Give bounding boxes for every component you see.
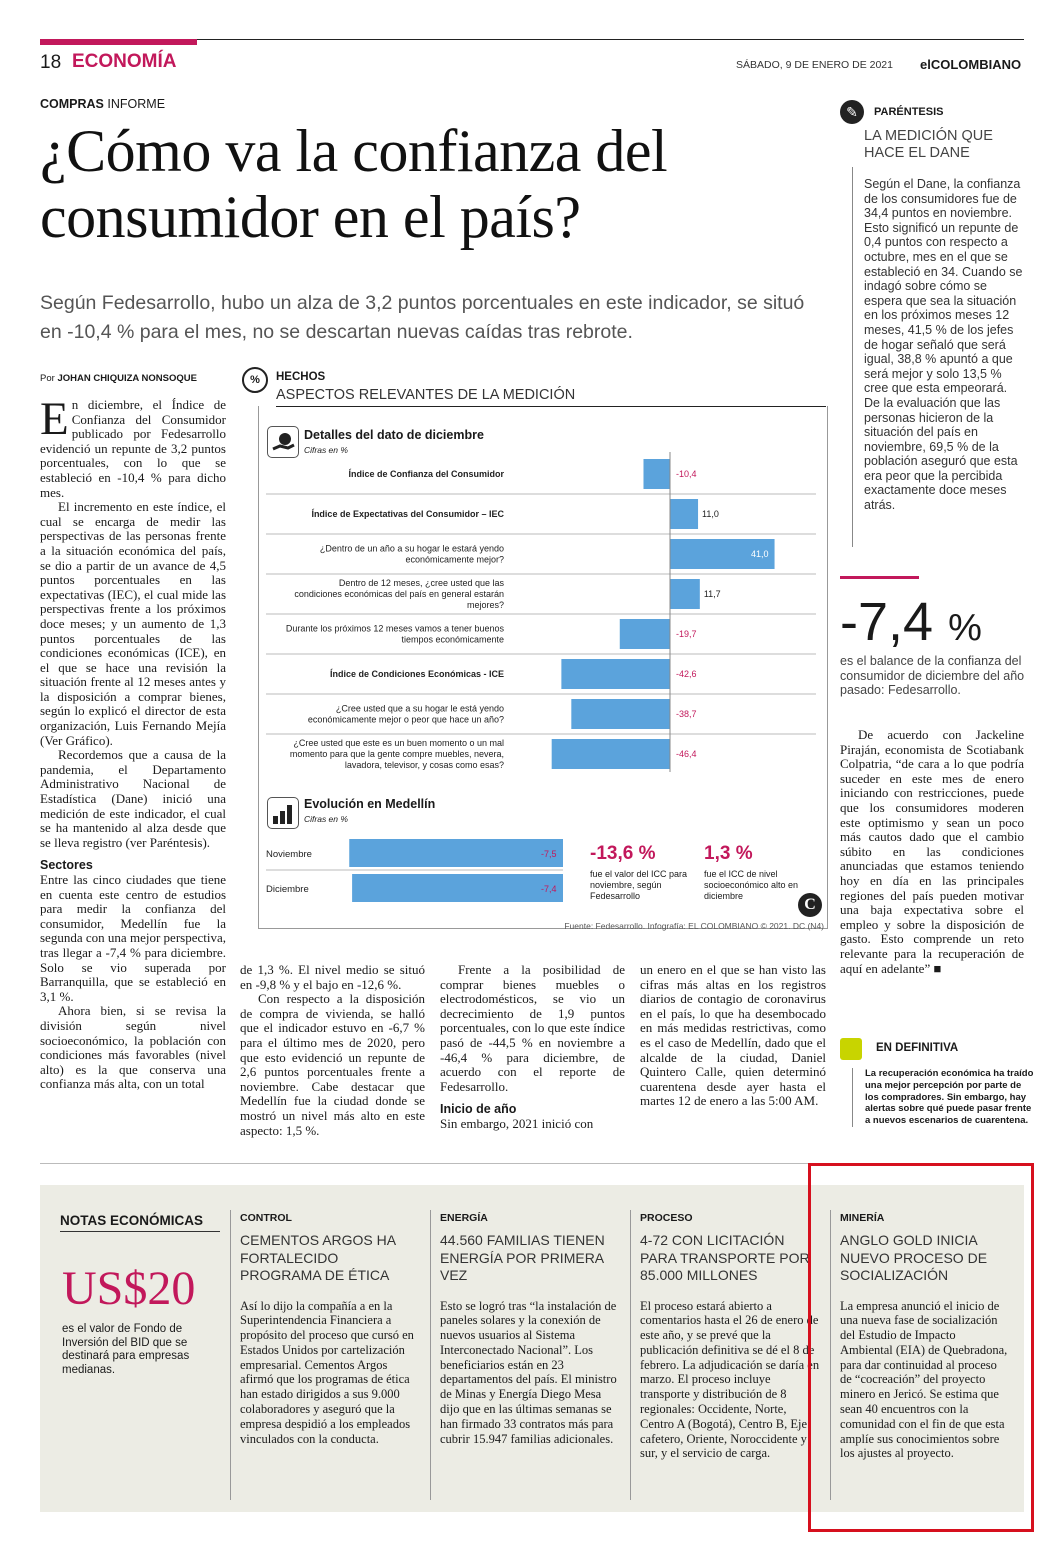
infographic-stat-text: fue el ICC de nivel socioeconómico alto en diciembre — [704, 869, 799, 901]
subhead: Sectores — [40, 858, 93, 873]
stat-rule — [840, 576, 919, 579]
value-label: -42,6 — [676, 669, 697, 679]
category-label: Dentro de 12 meses, ¿cree usted que las condiciones económicas del país en general estarán mejores? — [294, 578, 504, 610]
chart-bar — [670, 499, 698, 529]
column-rule — [630, 1210, 631, 1500]
bar-chart — [258, 450, 826, 910]
nota-text: La empresa anunció el inicio de una nueva fase de socialización del Estudio de Impacto Ambiental (EIA) de Quebradona, para dar continuidad al proceso de “cocreación” del proyecto minero en Jericó. Se estima que sean 40 encuentros con la comunidad con el fin de que esta amplíe sus conocimientos sobre los ajustes al proyecto. — [840, 1298, 1008, 1461]
definitiva-label: EN DEFINITIVA — [876, 1042, 959, 1054]
paragraph: Recordemos que a causa de la pandemia, el Departamento Administrativo Nacional de Estadística (Dane) inició una medición de este indicador, el cual se ha mantenido al alza desde que se lleva registro (ver Paréntesis). — [40, 747, 226, 850]
value-label: -7,4 — [541, 884, 557, 894]
nota-text: Esto se logró tras “la instalación de paneles solares y la conexión de nuevos usuarios al Sistema Interconectado Nacional”. Los beneficiarios están en 23 departamentos del país. El ministro de Minas y Energía Diego Mesa dijo que en las últimas semanas se han firmado 33 contratos más para cubrir 15.947 familias adicionales. — [440, 1298, 617, 1446]
nota-item — [640, 1212, 822, 1461]
article-column-4 — [640, 963, 826, 1109]
section-name[interactable]: ECONOMÍA — [72, 51, 177, 72]
stat-caption: es el balance de la confianza del consumidor de diciembre del año pasado: Fedesarrollo. — [840, 654, 1025, 697]
percent-icon: % — [242, 367, 268, 393]
category-label: ¿Cree usted que este es un buen momento o un mal momento para que la gente compre muebles, nevera, lavadora, televisor, y cosas como esas? — [289, 738, 504, 770]
value-label: -7,5 — [541, 849, 557, 859]
nota-title[interactable]: 4-72 CON LICITACIÓN PARA TRANSPORTE POR 85.000 MILLONES — [640, 1232, 810, 1283]
value-label: 11,0 — [702, 509, 719, 519]
chart1-subtitle: Cifras en % — [304, 445, 348, 455]
pin-icon: ✎ — [840, 100, 864, 124]
chart-bar — [643, 459, 670, 489]
paragraph-text: n diciembre, el Índice de Confianza del Consumidor publicado por Fedesarrollo evidenció un repunte de 3,2 puntos porcentuales, con lo que se estableció en -10,4 % para dicho mes. — [40, 397, 226, 500]
article-column-5 — [840, 728, 1024, 976]
category-label: Índice de Condiciones Económicas - ICE — [329, 669, 504, 679]
value-label: -19,7 — [676, 629, 697, 639]
kicker-rest: INFORME — [107, 97, 166, 111]
paragraph: El incremento en este índice, el cual se encarga de medir las perspectivas de las personas frente a la situación económica del país, se dio a partir de un avance de 4,5 puntos porcentuales en las expectativas (IEC), el cual mide las perspectivas frente a los próximos doce meses; y un aumento de 1,3 puntos porcentuales de las condiciones económicas (ICE), en el que se hace una revisión la situación frente al 12 meses antes y la disposición a comprar bienes, según lo explicó el director de esta organización, Luis Fernando Mejía (Ver Gráfico). — [40, 499, 226, 748]
infographic-title: ASPECTOS RELEVANTES DE LA MEDICIÓN — [276, 387, 576, 403]
chart-bar — [352, 874, 563, 902]
paragraph: Frente a la posibilidad de comprar bienes muebles o electrodomésticos, se vio un decrecimiento de 1,9 puntos porcentuales, con lo que este índice pasó de -44,5 % en noviembre a -46,4 % para diciembre, de acuerdo con el reporte de Fedesarrollo. — [440, 962, 625, 1094]
checker-icon — [840, 1038, 862, 1060]
chart2-title: Evolución en Medellín — [304, 797, 436, 811]
highlight-box — [808, 1163, 1034, 1532]
notas-big-figure: US$20 — [62, 1262, 196, 1315]
chart-bar — [561, 659, 670, 689]
paragraph: Entre las cinco ciudades que tiene en cuenta este centro de estudios para medir la confianza del consumidor, Medellín fue la segunda con una mejor perspectiva, tras llegar a -7,4 % para diciembre. Solo se vio superada por Barranquilla, que se estableció en 3,1 %. — [40, 872, 226, 1004]
parentesis-label: PARÉNTESIS — [874, 106, 944, 118]
nota-section: CONTROL — [240, 1212, 292, 1224]
notas-label: NOTAS ECONÓMICAS — [60, 1213, 204, 1228]
value-label: -10,4 — [676, 469, 697, 479]
chart-bar — [349, 839, 563, 867]
definitiva-box — [852, 1068, 1037, 1127]
drop-cap: E — [40, 393, 69, 445]
nota-section: ENERGÍA — [440, 1212, 488, 1224]
parentesis-rule — [852, 167, 853, 547]
section-tab — [40, 39, 197, 45]
subhead: Inicio de año — [440, 1102, 517, 1117]
notas-big-caption: es el valor de Fondo de Inversión del BID que se destinará para empresas medianas. — [62, 1323, 190, 1376]
notas-underline — [60, 1231, 220, 1232]
paragraph: un enero en el que se han visto las cifras más altas en los registros diarios de contagio de coronavirus en el país, lo que ha desembocado en más medidas restrictivas, como es el caso de Medellín, dado que el alcalde de la ciudad, Daniel Quintero Calle, quien determinó cuarentena desde ayer hasta el martes 12 de enero a las 5:00 AM. — [640, 962, 826, 1109]
value-label: 41,0 — [751, 549, 769, 559]
masthead-logo[interactable]: elCOLOMBIANO — [920, 57, 1022, 72]
infographic-stat-value: 1,3 % — [704, 843, 753, 864]
paragraph: De acuerdo con Jackeline Piraján, economista de Scotiabank Colpatria, “de cara a lo que podría suceder en este mes de enero iniciando con restricciones, puede que los consumidores moderen este optimismo y sean un poco más cautos dado que el cambio súbito en las condiciones anunciadas que estamos teniendo hoy en día en las principales regiones del país pueden motivar una baja expectativa sobre el empleo y sobre la disposición de gasto. Esto comprende un reto relevante para la recuperación de aquí en adelante” ■ — [840, 727, 1024, 976]
infographic-source: Fuente: Fedesarrollo. Infografía: EL COLOMBIANO © 2021. DC (N4) — [564, 921, 824, 931]
kicker-bold: COMPRAS — [40, 97, 104, 111]
nota-section: MINERÍA — [840, 1212, 885, 1224]
nota-item — [440, 1212, 622, 1446]
definitiva-text: La recuperación económica ha traído una mejor percepción por parte de los compradores. Sin embargo, hay alertas sobre qué puede pasar frente a nuevos escenarios de cuarentena. — [865, 1068, 1034, 1127]
article-column-3 — [440, 963, 625, 1132]
infographic-label: HECHOS — [276, 371, 326, 383]
category-label: ¿Dentro de un año a su hogar le estará yendo económicamente mejor? — [319, 543, 504, 565]
article-column-1 — [40, 393, 226, 1092]
paragraph: Con respecto a la disposición de compra de vivienda, se halló que el indicador estuvo en -6,7 % para el último mes de 2020, pero que esto evidenció un repunte de 2,6 puntos porcentuales frente a noviembre. Cabe destacar que Medellín fue la ciudad donde se mostró un nivel más alto en este aspecto: 1,5 %. — [240, 991, 425, 1138]
category-label: Diciembre — [266, 884, 309, 895]
category-label: Índice de Confianza del Consumidor — [348, 469, 504, 479]
nota-title[interactable]: ANGLO GOLD INICIA NUEVO PROCESO DE SOCIALIZACIÓN — [840, 1232, 988, 1283]
infographic-stat-text: fue el valor del ICC para noviembre, según Fedesarrollo — [590, 869, 688, 901]
column-rule — [230, 1210, 231, 1500]
byline-prefix: Por — [40, 373, 55, 384]
headline: ¿Cómo va la confianza del consumidor en el país? — [40, 118, 668, 250]
chart2-subtitle: Cifras en % — [304, 814, 348, 824]
paragraph: Sin embargo, 2021 inició con — [440, 1115, 594, 1131]
kicker — [40, 97, 165, 111]
stat-value — [840, 592, 982, 658]
value-label: -46,4 — [676, 749, 697, 759]
article-column-2 — [240, 963, 425, 1138]
nota-section: PROCESO — [640, 1212, 693, 1224]
chart-bar — [571, 699, 670, 729]
paragraph — [40, 393, 226, 500]
category-label: ¿Cree usted que a su hogar le está yendo económicamente mejor o peor que hace un año? — [307, 703, 504, 725]
nota-title[interactable]: CEMENTOS ARGOS HA FORTALECIDO PROGRAMA DE ÉTICA — [240, 1232, 396, 1283]
nota-title[interactable]: 44.560 FAMILIAS TIENEN ENERGÍA POR PRIMERA VEZ — [440, 1232, 605, 1283]
parentesis-body: Según el Dane, la confianza de los consumidores fue de 34,4 puntos en noviembre. Esto significó un repunte de 0,4 puntos con respecto a octubre, mes en el que se estableció en 34. Cuando se indagó sobre cómo se espera que sea la situación en los próximos meses 12 meses, 41,5 % de los jefes de hogar señaló que será igual, 38,8 % apuntó a que será mejor y solo 13,5 % cree que esta empeorará. De la evaluación que las personas hicieron de la situación del país en noviembre, 69,5 % de la población aseguró que esta era peor que la percibida exactamente doce meses atrás. — [864, 177, 1023, 513]
category-label: Durante los próximos 12 meses vamos a tener buenos tiempos económicamente — [285, 623, 504, 645]
dateline: SÁBADO, 9 DE ENERO DE 2021 — [736, 59, 893, 71]
chart1-title: Detalles del dato de diciembre — [304, 428, 484, 442]
stat-unit: % — [948, 607, 982, 649]
chart-bar — [552, 739, 670, 769]
paragraph: de 1,3 %. El nivel medio se situó en -9,8 % y el bajo en -12,6 %. — [240, 962, 425, 992]
value-label: 11,7 — [703, 589, 721, 599]
nota-text: Así lo dijo la compañía a en la Superintendencia Financiera a propósito del proceso que cursó en Estados Unidos por cartelización empresarial. Cementos Argos afirmó que los programas de ética han estado dirigidos a sus 9.000 colaboradores y aseguró que la empresa despidió a los empleados vinculados con la conducta. — [240, 1298, 414, 1446]
newspaper-logo-icon: C — [798, 893, 822, 917]
nota-text: El proceso estará abierto a comentarios hasta el 26 de enero de este año, y se prevé que la publicación definitiva se dé el 8 de febrero. La adjudicación se daría en marzo. El proceso incluye transporte y distribución de 8 regionales: Occidente, Norte, Centro A (Bogotá), Centro B, Eje cafetero, Oriente, Noroccidente y sur, y el servicio de carga. — [640, 1298, 820, 1461]
byline — [40, 373, 197, 384]
infographic-stat-value: -13,6 % — [590, 843, 656, 864]
stat-number: -7,4 — [840, 592, 934, 652]
nota-item — [240, 1212, 422, 1446]
chart-bar — [670, 579, 700, 609]
byline-name[interactable]: JOHAN CHIQUIZA NONSOQUE — [57, 373, 197, 384]
category-label: Índice de Expectativas del Consumidor – IEC — [311, 509, 504, 519]
chart-bar — [620, 619, 670, 649]
parentesis-title: LA MEDICIÓN QUE HACE EL DANE — [864, 128, 993, 161]
value-label: -38,7 — [676, 709, 697, 719]
dek: Según Fedesarrollo, hubo un alza de 3,2 puntos porcentuales en este indicador, se situó en -10,4 % para el mes, no se descartan nuevas caídas tras rebrote. — [40, 292, 805, 343]
paragraph: Ahora bien, si se revisa la división según nivel socioeconómico, la población con condiciones más favorables (nivel alto) es la que conserva una confianza más alta, con un total — [40, 1003, 226, 1092]
column-rule — [430, 1210, 431, 1500]
category-label: Noviembre — [266, 849, 312, 860]
page-number: 18 — [40, 52, 62, 73]
